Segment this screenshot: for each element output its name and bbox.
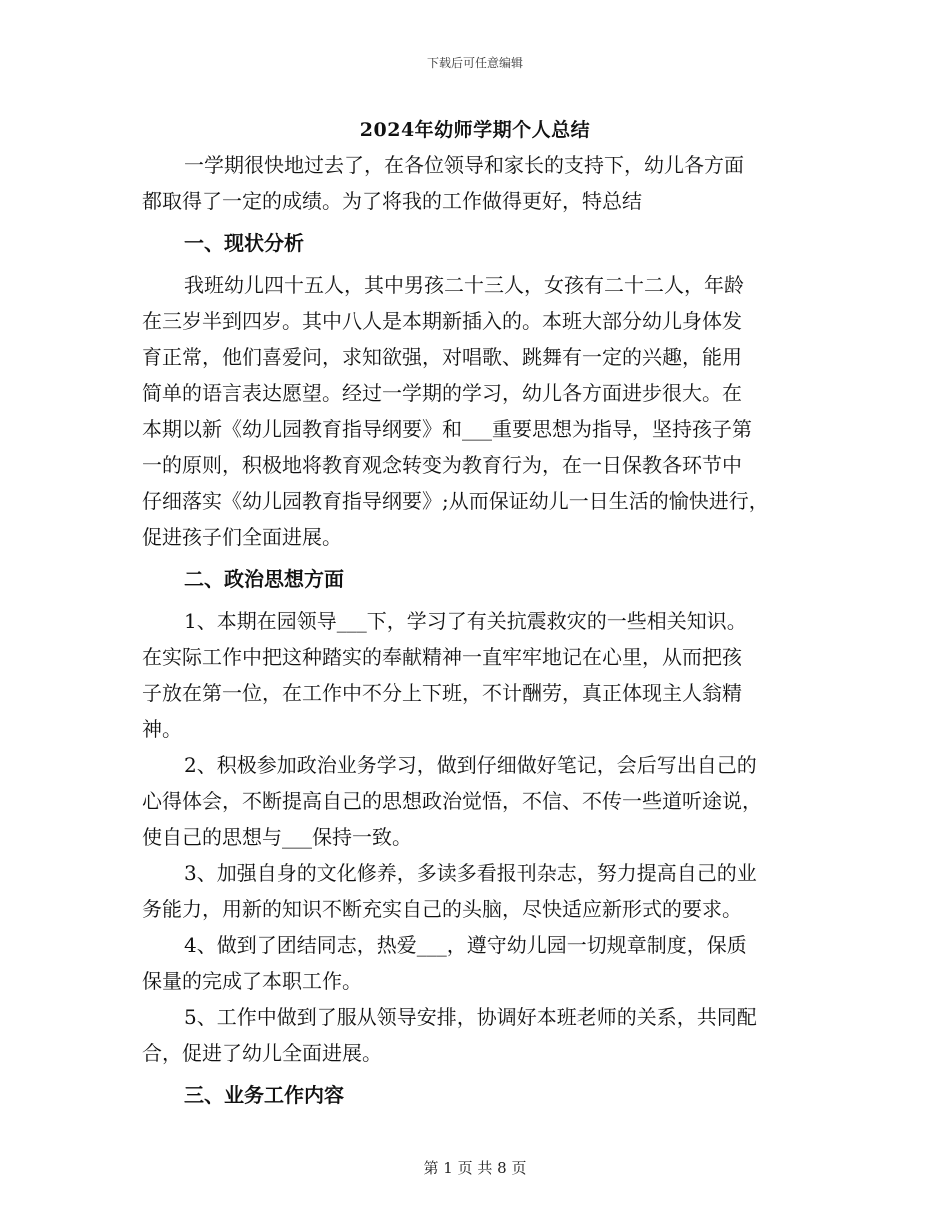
section-heading: 三、业务工作内容: [184, 1083, 344, 1107]
header-note: 下载后可任意编辑: [426, 56, 523, 70]
paragraph-line: 我班幼儿四十五人，其中男孩二十三人，女孩有二十二人，年龄: [184, 273, 744, 297]
paragraph-line: 保量的完成了本职工作。: [142, 969, 362, 993]
paragraph-line: 育正常，他们喜爱问，求知欲强，对唱歌、跳舞有一定的兴趣，能用: [142, 345, 742, 369]
paragraph-line: 在三岁半到四岁。其中八人是本期新插入的。本班大部分幼儿身体发: [142, 309, 742, 333]
paragraph-line: 仔细落实《幼儿园教育指导纲要》;从而保证幼儿一日生活的愉快进行，: [142, 489, 769, 513]
paragraph-line: 神。: [142, 717, 182, 741]
paragraph-line: 1、本期在园领导___下，学习了有关抗震救灾的一些相关知识。: [184, 609, 747, 633]
paragraph-line: 促进孩子们全面进展。: [142, 525, 342, 549]
document-title: 2024年幼师学期个人总结: [359, 119, 591, 141]
paragraph-line: 心得体会，不断提高自己的思想政治觉悟，不信、不传一些道听途说，: [142, 789, 762, 813]
paragraph-line: 合，促进了幼儿全面进展。: [142, 1041, 382, 1065]
paragraph-line: 在实际工作中把这种踏实的奉献精神一直牢牢地记在心里，从而把孩: [142, 645, 742, 669]
paragraph-line: 3、加强自身的文化修养，多读多看报刊杂志，努力提高自己的业: [184, 861, 757, 885]
paragraph-line: 简单的语言表达愿望。经过一学期的学习，幼儿各方面进步很大。在: [142, 381, 742, 405]
paragraph-line: 5、工作中做到了服从领导安排，协调好本班老师的关系，共同配: [184, 1005, 757, 1029]
paragraph-line: 2、积极参加政治业务学习，做到仔细做好笔记，会后写出自己的: [184, 753, 757, 777]
page-number-footer: 第 1 页 共 8 页: [423, 1159, 527, 1177]
paragraph-line: 一的原则，积极地将教育观念转变为教育行为，在一日保教各环节中: [142, 453, 742, 477]
paragraph-line: 务能力，用新的知识不断充实自己的头脑，尽快适应新形式的要求。: [142, 897, 742, 921]
paragraph-line: 使自己的思想与___保持一致。: [142, 825, 412, 849]
paragraph-line: 本期以新《幼儿园教育指导纲要》和___重要思想为指导，坚持孩子第: [142, 417, 752, 441]
paragraph-line: 都取得了一定的成绩。为了将我的工作做得更好，特总结: [142, 189, 642, 213]
paragraph-line: 一学期很快地过去了，在各位领导和家长的支持下，幼儿各方面: [184, 153, 744, 177]
paragraph-line: 4、做到了团结同志，热爱___，遵守幼儿园一切规章制度，保质: [184, 933, 747, 957]
paragraph-line: 子放在第一位，在工作中不分上下班，不计酬劳，真正体现主人翁精: [142, 681, 742, 705]
document-body: [142, 147, 812, 1119]
section-heading: 二、政治思想方面: [184, 567, 344, 591]
section-heading: 一、现状分析: [184, 231, 304, 255]
